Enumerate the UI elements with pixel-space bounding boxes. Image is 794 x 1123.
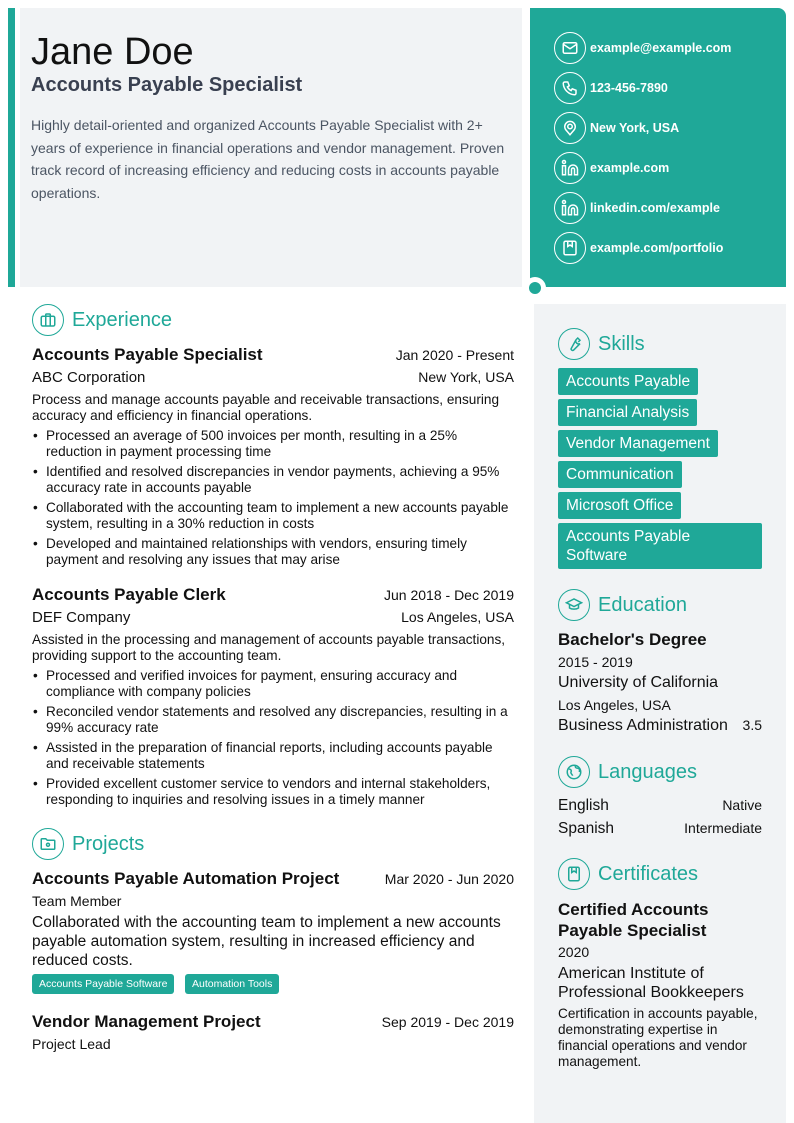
project-2-role: Project Lead — [32, 1036, 111, 1052]
skill-badge: Financial Analysis — [558, 399, 697, 426]
education-degree: Bachelor's Degree — [558, 630, 707, 649]
contact-location: New York, USA — [554, 112, 679, 144]
education-field: Business Administration — [558, 717, 728, 734]
job-1-company-row: ABC Corporation New York, USA — [32, 369, 514, 386]
education-heading: Education — [558, 589, 687, 621]
project-1-description: Collaborated with the accounting team to implement a new accounts payable automation system, resulting in increased efficiency and reduced costs. — [32, 914, 501, 969]
skill-badge: Communication — [558, 461, 682, 488]
portfolio-icon — [554, 232, 586, 264]
languages-heading: Languages — [558, 756, 697, 788]
skills-heading: Skills — [558, 328, 645, 360]
divider-dot — [529, 282, 541, 294]
list-item: • Processed and verified invoices for payment, ensuring accuracy and compliance with company policies — [32, 668, 514, 700]
education-field-row — [558, 717, 762, 735]
email-icon — [554, 32, 586, 64]
certificate-icon — [558, 858, 590, 890]
education-location: Los Angeles, USA — [558, 697, 671, 713]
skill-badge: Accounts Payable — [558, 368, 698, 395]
projects-heading: Projects — [32, 828, 144, 860]
project-tag: Accounts Payable Software — [32, 974, 174, 994]
job-2-company-row: DEF Company Los Angeles, USA — [32, 609, 514, 626]
globe-icon — [558, 756, 590, 788]
education-years: 2015 - 2019 — [558, 654, 633, 670]
folder-icon — [32, 828, 64, 860]
list-item: • Processed an average of 500 invoices per month, resulting in a 25% reduction in payment processing time — [32, 428, 514, 460]
candidate-name: Jane Doe — [31, 31, 194, 73]
certificate-name: Certified Accounts Payable Specialist — [558, 900, 709, 940]
graduation-cap-icon — [558, 589, 590, 621]
contact-email[interactable]: example@example.com — [554, 32, 731, 64]
linkedin-icon — [554, 192, 586, 224]
experience-heading: Experience — [32, 304, 172, 336]
skill-badge: Vendor Management — [558, 430, 718, 457]
summary: Highly detail-oriented and organized Accounts Payable Specialist with 2+ years of experience in financial operations and vendor management. Proven track record of increasing efficiency and reducing costs in accounts payable operations. — [31, 117, 505, 202]
job-1-description: Process and manage accounts payable and receivable transactions, ensuring accuracy and efficiency in financial operations. — [32, 392, 500, 423]
project-1-role: Team Member — [32, 893, 122, 909]
skill-badge: Accounts Payable Software — [558, 523, 762, 569]
certificate-year: 2020 — [558, 944, 590, 960]
job-2-bullets — [32, 668, 514, 812]
language-row: Spanish Intermediate — [558, 820, 762, 837]
job-title: Accounts Payable Specialist — [31, 74, 303, 96]
job-1-bullets — [32, 428, 514, 572]
accent-bar — [8, 8, 15, 287]
contact-website[interactable]: example.com — [554, 152, 669, 184]
skill-badge: Microsoft Office — [558, 492, 681, 519]
contact-phone[interactable]: 123-456-7890 — [554, 72, 668, 104]
job-2-header: Accounts Payable Clerk Jun 2018 - Dec 2019 — [32, 585, 514, 604]
certificate-issuer: American Institute of Professional Bookkeepers — [558, 965, 744, 1001]
wrench-icon — [558, 328, 590, 360]
contact-linkedin[interactable]: linkedin.com/example — [554, 192, 720, 224]
certificate-description: Certification in accounts payable, demonstrating expertise in financial operations and vendor management. — [558, 1006, 758, 1069]
list-item: • Identified and resolved discrepancies in vendor payments, achieving a 95% accuracy rate in accounts payable — [32, 464, 514, 496]
job-2-description: Assisted in the processing and management of accounts payable transactions, providing support to the accounting team. — [32, 632, 506, 663]
list-item: • Collaborated with the accounting team to implement a new accounts payable system, resulting in a 30% reduction in costs — [32, 500, 514, 532]
contact-portfolio[interactable]: example.com/portfolio — [554, 232, 723, 264]
certificates-heading: Certificates — [558, 858, 698, 890]
list-item: • Reconciled vendor statements and resolved any discrepancies, resulting in a 99% accuracy rate — [32, 704, 514, 736]
phone-icon — [554, 72, 586, 104]
education-school: University of California — [558, 674, 719, 691]
location-pin-icon — [554, 112, 586, 144]
project-1-header: Accounts Payable Automation Project Mar 2020 - Jun 2020 — [32, 869, 514, 888]
list-item: • Assisted in the preparation of financial reports, including accounts payable and receivable statements — [32, 740, 514, 772]
project-2-header: Vendor Management Project Sep 2019 - Dec 2019 — [32, 1012, 514, 1031]
list-item: • Provided excellent customer service to vendors and internal stakeholders, responding to inquiries and resolving issues in a timely manner — [32, 776, 514, 808]
project-tag: Automation Tools — [185, 974, 279, 994]
briefcase-icon — [32, 304, 64, 336]
education-gpa: 3.5 — [742, 717, 762, 733]
job-1-header: Accounts Payable Specialist Jan 2020 - Present — [32, 345, 514, 364]
list-item: • Developed and maintained relationships with vendors, ensuring timely payment and resolving any issues that may arise — [32, 536, 514, 568]
linkedin-icon — [554, 152, 586, 184]
language-row: English Native — [558, 797, 762, 814]
